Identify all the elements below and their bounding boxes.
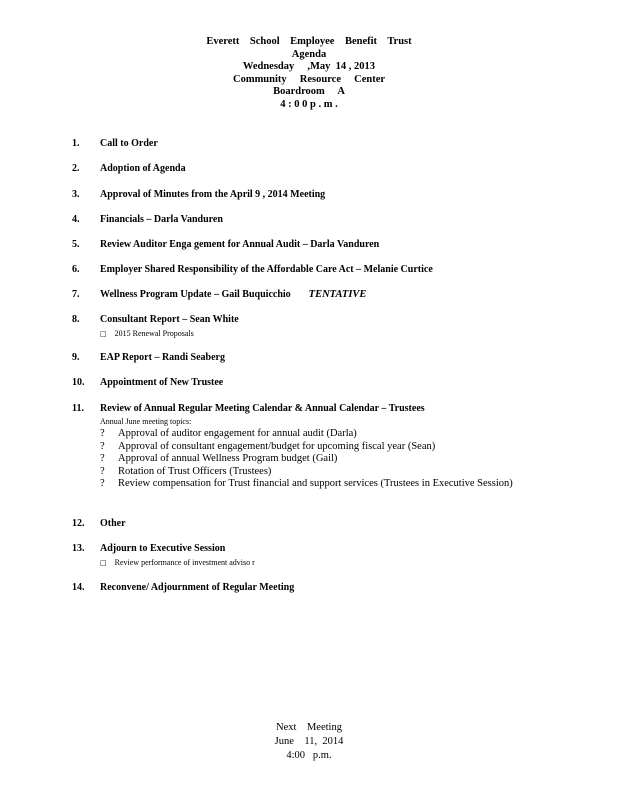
item-number: 10. <box>72 377 85 388</box>
item-text: Financials – Darla Vanduren <box>100 214 223 225</box>
item-text: Appointment of New Trustee <box>100 377 224 388</box>
meeting-date: Wednesday ,May 14 , 2013 <box>242 61 376 72</box>
list-item-text: Rotation of Trust Officers (Trustees) <box>118 465 272 477</box>
list-item <box>100 478 538 491</box>
item-text-wrap <box>100 289 366 300</box>
item-number: 4. <box>72 214 80 225</box>
list-item-text: Review compensation for Trust financial and support services (Trustees in Executive Session) <box>118 478 513 490</box>
organization-name: Everett School Employee Benefit Trust <box>206 36 412 47</box>
item-number: 14. <box>72 582 85 593</box>
next-meeting-footer <box>0 721 618 763</box>
bullet-marker: ? <box>100 453 105 465</box>
topic-list <box>100 428 538 491</box>
item-number: 13. <box>72 543 85 554</box>
item-text: Adjourn to Executive Session <box>100 543 226 554</box>
next-meeting-label: Next Meeting <box>276 722 342 733</box>
item-text: EAP Report – Randi Seaberg <box>100 352 225 363</box>
tentative-label: TENTATIVE <box>308 289 367 300</box>
item-number: 5. <box>72 239 80 250</box>
list-item <box>100 453 538 466</box>
next-meeting-date: June 11, 2014 <box>274 736 344 747</box>
meeting-room: Boardroom A <box>273 86 345 97</box>
list-item <box>100 428 538 441</box>
sub-item <box>100 558 255 567</box>
item-text: Review of Annual Regular Meeting Calendar & Annual Calendar – Trustees <box>100 403 425 414</box>
list-item <box>100 466 538 479</box>
bullet-marker: ? <box>100 465 105 477</box>
list-item <box>100 441 538 454</box>
list-item-text: Approval of auditor engagement for annual audit (Darla) <box>118 428 357 439</box>
bullet-marker: ? <box>100 440 105 452</box>
item-text: Call to Order <box>100 138 158 149</box>
item-number: 3. <box>72 189 80 200</box>
item-number: 2. <box>72 163 80 174</box>
item-number: 7. <box>72 289 80 300</box>
agenda-header <box>0 36 618 111</box>
item-text: Reconvene/ Adjournment of Regular Meeting <box>100 582 295 593</box>
item-text: Wellness Program Update – Gail Buquicchio <box>100 289 291 300</box>
item-text: Adoption of Agenda <box>100 163 186 174</box>
item-text: Consultant Report – Sean White <box>100 314 239 325</box>
item-text: Approval of Minutes from the April 9 , 2014 Meeting <box>100 189 326 200</box>
item-number: 12. <box>72 518 85 529</box>
sub-item-text: 2015 Renewal Proposals <box>114 329 194 338</box>
meeting-location: Community Resource Center <box>232 73 386 85</box>
list-item-text: Approval of annual Wellness Program budget (Gail) <box>118 453 338 465</box>
bullet-marker: ? <box>100 428 105 439</box>
sub-label: Annual June meeting topics: <box>100 417 192 426</box>
item-number: 11. <box>72 403 84 414</box>
next-meeting-time: 4:00 p.m. <box>286 750 332 761</box>
square-bullet-icon: □ <box>100 330 107 338</box>
sub-item <box>100 329 194 338</box>
item-number: 8. <box>72 314 80 325</box>
item-text: Other <box>100 518 126 529</box>
item-number: 6. <box>72 264 80 275</box>
item-text: Employer Shared Responsibility of the Affordable Care Act – Melanie Curtice <box>100 264 433 275</box>
item-number: 9. <box>72 352 80 363</box>
list-item-text: Approval of consultant engagement/budget for upcoming fiscal year (Sean) <box>118 440 436 452</box>
item-number: 1. <box>72 138 80 149</box>
square-bullet-icon: □ <box>100 559 107 567</box>
sub-item-text: Review performance of investment adviso r <box>114 558 255 567</box>
item-text: Review Auditor Enga gement for Annual Audit – Darla Vanduren <box>100 239 380 250</box>
document-title: Agenda <box>291 48 327 60</box>
bullet-marker: ? <box>100 478 105 490</box>
meeting-time: 4 : 0 0 p . m . <box>280 98 338 110</box>
